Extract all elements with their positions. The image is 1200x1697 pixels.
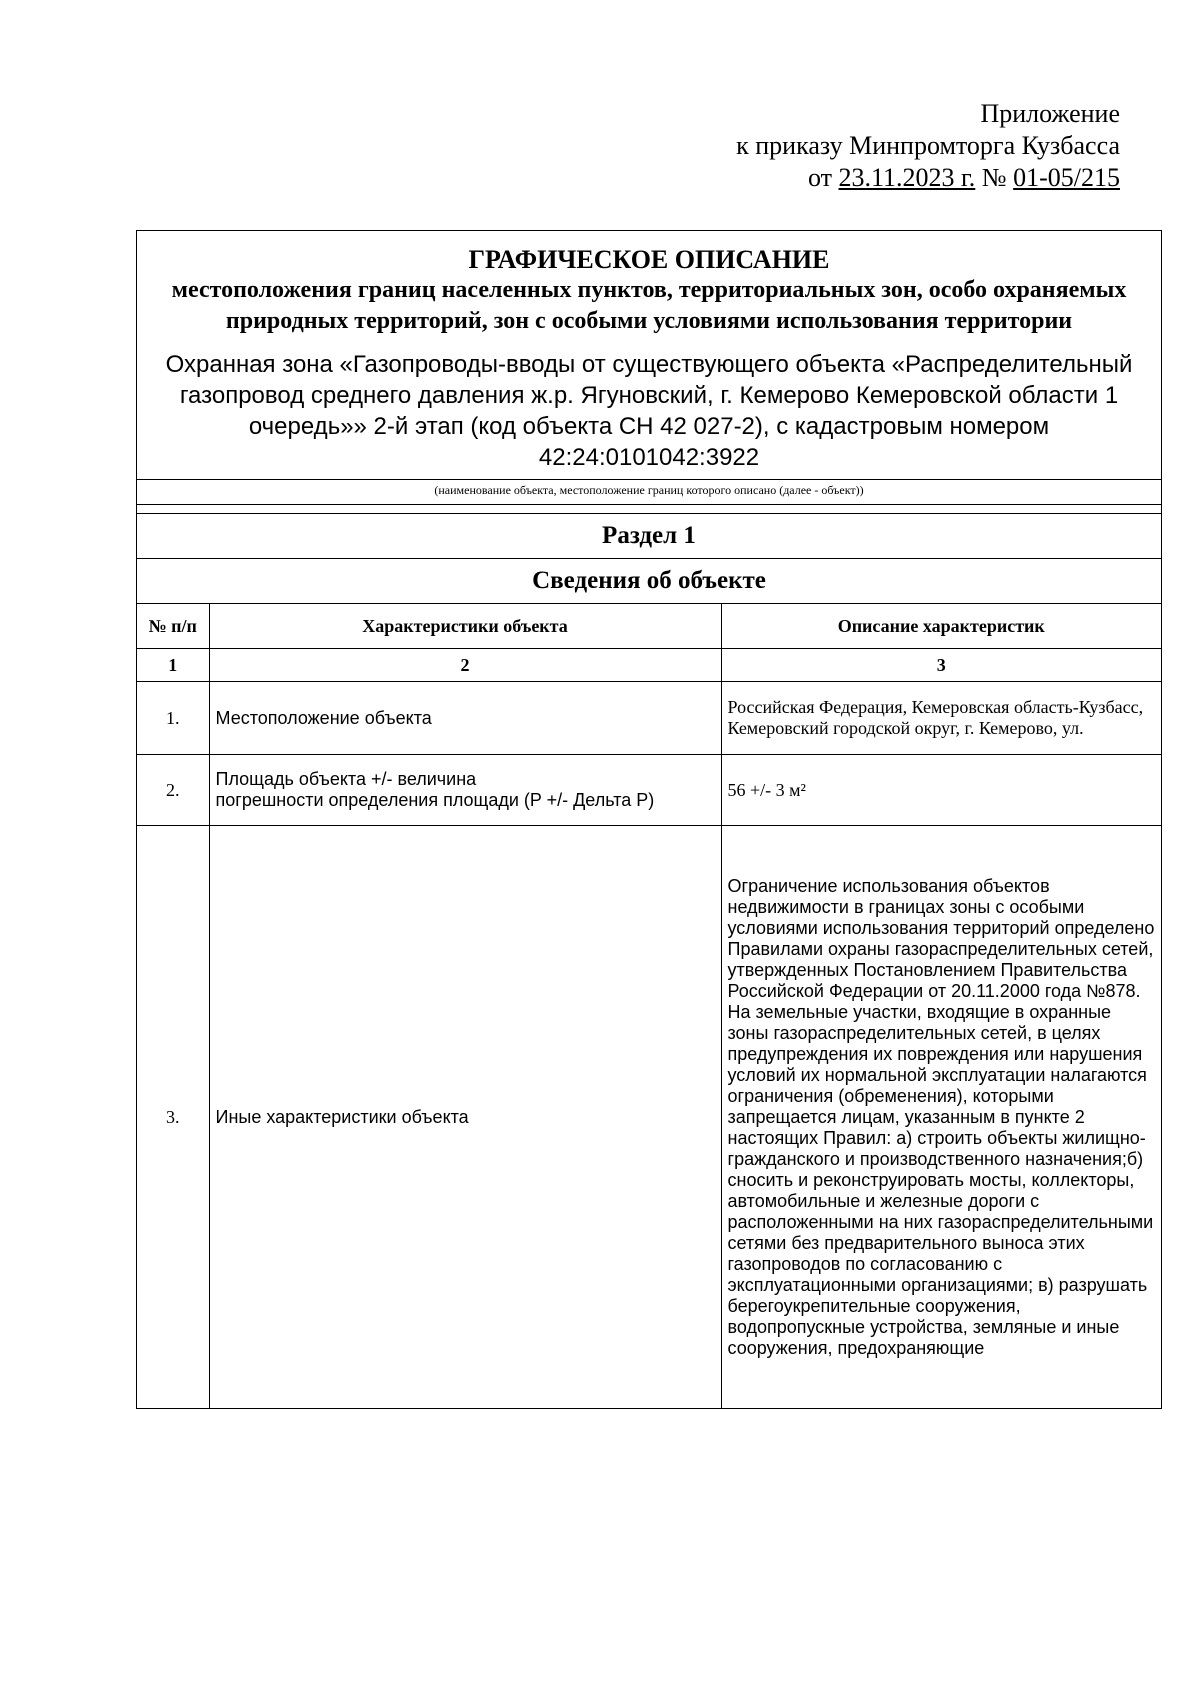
annex-line-1: Приложение: [980, 99, 1120, 128]
section-subtitle: Сведения об объекте: [137, 559, 1161, 604]
annex-number: 01-05/215: [1013, 163, 1120, 192]
document-subtitle: местоположения границ населенных пунктов, территориальных зон, особо охраняемых природных территорий, зон с особыми условиями использования территории: [171, 277, 1127, 334]
row-characteristic-line: погрешности определения площади (P +/- Дельта P): [215, 790, 655, 810]
section-title: Раздел 1: [137, 514, 1161, 559]
column-number: 2: [209, 649, 721, 682]
table-row: [137, 682, 1161, 755]
document-title: ГРАФИЧЕСКОЕ ОПИСАНИЕ: [468, 245, 830, 274]
column-header: № п/п: [137, 604, 209, 649]
annex-date: 23.11.2023 г.: [838, 163, 976, 192]
table-row: [137, 755, 1161, 826]
row-characteristic: [209, 755, 721, 826]
column-header: Описание характеристик: [721, 604, 1161, 649]
row-description: 56 +/- 3 м²: [721, 755, 1161, 826]
row-index: 1.: [137, 682, 209, 755]
object-info-table: [137, 604, 1161, 1408]
object-caption: (наименование объекта, местоположение границ которого описано (далее - объект)): [137, 480, 1161, 505]
spacer-row: [137, 505, 1161, 514]
row-index: 3.: [166, 1106, 180, 1127]
object-name: Охранная зона «Газопроводы-вводы от существующего объекта «Распределительный газопровод среднего давления ж.р. Ягуновский, г. Кемерово Кемеровской области 1 очередь»» 2-й этап (код объекта СН 42 027-2), с кадастровым номером 42:24:0101042:3922: [165, 351, 1133, 471]
row-description: Ограничение использования объектов недвижимости в границах зоны с особыми условиями использования территорий определено Правилами охраны газораспределительных сетей, утвержденных Постановлением Правительства Российской Федерации от 20.11.2000 года №878. На земельные участки, входящие в охранные зоны газораспределительных сетей, в целях предупреждения их повреждения или нарушения условий их нормальной эксплуатации налагаются ограничения (обременения), которыми запрещается лицам, указанным в пункте 2 настоящих Правил: а) строить объекты жилищно-гражданского и производственного назначения;б) сносить и реконструировать мосты, коллекторы, автомобильные и железные дороги с расположенными на них газораспределительными сетями без предварительного выноса этих газопроводов по согласованию с эксплуатационными организациями; в) разрушать берегоукрепительные сооружения, водопропускные устройства, земляные и иные сооружения, предохраняющие: [721, 826, 1161, 1409]
column-number: 3: [721, 649, 1161, 682]
column-header: Характеристики объекта: [209, 604, 721, 649]
row-description: Российская Федерация, Кемеровская область-Кузбасс, Кемеровский городской округ, г. Кемерово, ул.: [721, 682, 1161, 755]
table-header-row: [137, 604, 1161, 649]
column-number-row: [137, 649, 1161, 682]
annex-block: [736, 98, 1120, 194]
annex-number-label: №: [975, 163, 1014, 192]
row-characteristic: Местоположение объекта: [209, 682, 721, 755]
column-number: 1: [137, 649, 209, 682]
row-characteristic: Иные характеристики объекта: [209, 826, 721, 1409]
description-frame: [136, 230, 1162, 1409]
annex-line-3: [736, 162, 1120, 194]
row-index: 2.: [137, 755, 209, 826]
row-characteristic-line: Площадь объекта +/- величина: [215, 769, 477, 789]
header-block: [137, 231, 1161, 480]
annex-from-label: от: [807, 163, 839, 192]
table-row: [137, 826, 1161, 1409]
annex-line-2: к приказу Минпромторга Кузбасса: [736, 131, 1120, 160]
